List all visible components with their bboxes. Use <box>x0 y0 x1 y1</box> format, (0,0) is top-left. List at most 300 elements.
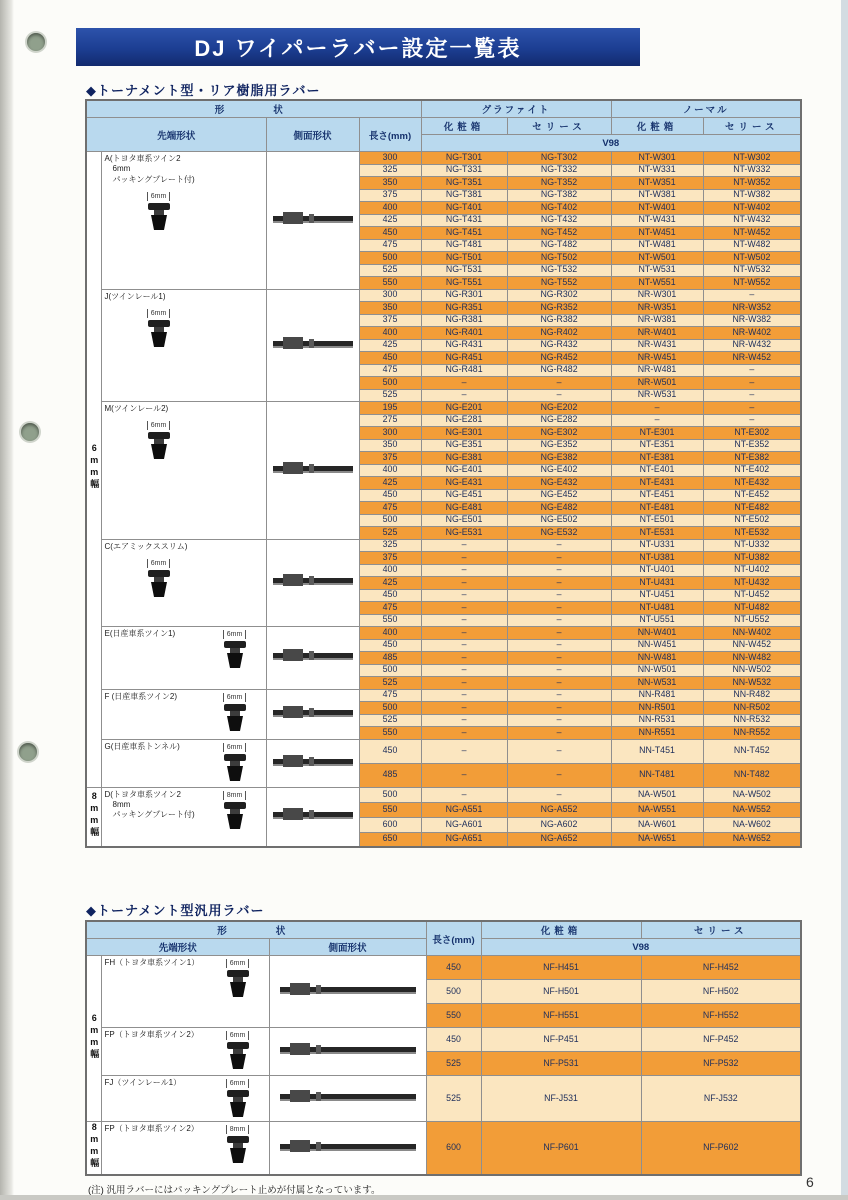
part-code-cell: NT-E531 <box>611 527 703 540</box>
length-cell: 485 <box>359 763 421 787</box>
length-cell: 450 <box>359 227 421 240</box>
part-code-cell: NA-W502 <box>703 787 801 802</box>
part-code-cell: – <box>507 577 611 590</box>
part-code-cell: – <box>507 787 611 802</box>
table-row <box>86 787 801 802</box>
length-cell: 600 <box>426 1122 481 1176</box>
header-tip-shape: 先端形状 <box>86 939 269 956</box>
part-code-cell: NT-U331 <box>611 539 703 552</box>
part-code-cell: NT-E382 <box>703 452 801 465</box>
part-code-cell: NF-H552 <box>641 1004 801 1028</box>
part-code-cell: NG-T401 <box>421 202 507 215</box>
part-code-cell: NG-R451 <box>421 352 507 365</box>
part-code-cell: – <box>507 739 611 763</box>
page-title-banner <box>76 28 640 66</box>
part-code-cell: – <box>703 289 801 302</box>
part-code-cell: – <box>703 377 801 390</box>
part-code-cell: NA-W552 <box>703 802 801 817</box>
part-code-cell: NT-W352 <box>703 177 801 190</box>
part-code-cell: NF-P532 <box>641 1052 801 1076</box>
part-code-cell: NG-A651 <box>421 832 507 847</box>
length-cell: 425 <box>359 477 421 490</box>
part-code-cell: NG-E202 <box>507 402 611 415</box>
group-label: J(ツインレール1) <box>104 291 166 301</box>
part-code-cell: NR-W301 <box>611 289 703 302</box>
footnote: (注) 汎用ラバーにはパッキングプレート止めが付属となっています。 <box>88 1185 381 1196</box>
page-number: 6 <box>806 1174 814 1190</box>
wiper-tip-profile-icon <box>218 1031 258 1071</box>
part-code-cell: NF-H501 <box>481 980 641 1004</box>
table-row <box>86 627 801 640</box>
length-cell: 525 <box>359 677 421 690</box>
part-code-cell: NN-R531 <box>611 714 703 727</box>
wiper-side-profile-icon <box>266 402 359 540</box>
part-code-cell: NT-W402 <box>703 202 801 215</box>
part-code-cell: NN-R552 <box>703 727 801 740</box>
length-cell: 550 <box>426 1004 481 1028</box>
length-cell: 525 <box>426 1052 481 1076</box>
part-code-cell: NG-R481 <box>421 364 507 377</box>
part-code-cell: – <box>421 627 507 640</box>
length-cell: 500 <box>359 702 421 715</box>
length-cell: 525 <box>359 264 421 277</box>
tip-width-measure: 6mm <box>147 192 171 201</box>
header-normal-box: 化粧箱 <box>611 118 703 135</box>
part-code-cell: NG-A652 <box>507 832 611 847</box>
part-code-cell: – <box>507 602 611 615</box>
tip-width-measure: 6mm <box>226 1031 250 1040</box>
part-code-cell: – <box>507 714 611 727</box>
part-code-cell: – <box>507 564 611 577</box>
length-cell: 450 <box>426 956 481 980</box>
part-code-cell: – <box>421 739 507 763</box>
part-code-cell: – <box>421 602 507 615</box>
part-code-cell: NT-W501 <box>611 252 703 265</box>
tip-shape-cell <box>101 739 266 787</box>
length-cell: 450 <box>359 589 421 602</box>
group-label: C(エアミックススリム) <box>104 541 188 551</box>
table-row <box>86 402 801 415</box>
tip-width-measure: 6mm <box>223 743 247 752</box>
table2-body <box>86 956 801 1176</box>
part-code-cell: NF-P451 <box>481 1028 641 1052</box>
part-code-cell: NT-W451 <box>611 227 703 240</box>
part-code-cell: NG-E281 <box>421 414 507 427</box>
part-code-cell: NG-A601 <box>421 817 507 832</box>
group-label: E(日産車系ツイン1) <box>104 629 176 638</box>
width-band-label: 6mm幅 <box>86 956 101 1122</box>
group-label: A(トヨタ車系ツイン2 6mm パッキングプレート付) <box>104 154 195 184</box>
part-code-cell: NG-R381 <box>421 314 507 327</box>
length-cell: 475 <box>359 689 421 702</box>
part-code-cell: NT-W551 <box>611 277 703 290</box>
part-code-cell: NF-H451 <box>481 956 641 980</box>
header-graphite-box: 化粧箱 <box>421 118 507 135</box>
tip-shape-cell <box>101 539 266 627</box>
length-cell: 500 <box>426 980 481 1004</box>
part-code-cell: NF-H452 <box>641 956 801 980</box>
part-code-cell: NG-T352 <box>507 177 611 190</box>
part-code-cell: NR-W481 <box>611 364 703 377</box>
part-code-cell: NT-W502 <box>703 252 801 265</box>
header-length: 長さ(mm) <box>359 118 421 152</box>
part-code-cell: NT-U552 <box>703 614 801 627</box>
part-code-cell: – <box>507 377 611 390</box>
part-code-cell: NG-A552 <box>507 802 611 817</box>
part-code-cell: NG-R301 <box>421 289 507 302</box>
part-code-cell: – <box>507 389 611 402</box>
part-code-cell: – <box>507 589 611 602</box>
part-code-cell: – <box>421 589 507 602</box>
length-cell: 400 <box>359 627 421 640</box>
part-code-cell: NA-W501 <box>611 787 703 802</box>
part-code-cell: NN-W401 <box>611 627 703 640</box>
wiper-side-profile-icon <box>269 1028 426 1076</box>
tip-shape-cell <box>101 402 266 540</box>
part-code-cell: NG-T452 <box>507 227 611 240</box>
tip-shape-cell <box>101 289 266 402</box>
part-code-cell: NT-U381 <box>611 552 703 565</box>
part-code-cell: – <box>421 763 507 787</box>
part-code-cell: NG-R482 <box>507 364 611 377</box>
part-code-cell: NT-E402 <box>703 464 801 477</box>
tip-shape-cell <box>101 627 266 690</box>
length-cell: 475 <box>359 502 421 515</box>
part-code-cell: NT-U452 <box>703 589 801 602</box>
part-code-cell: NT-W301 <box>611 152 703 165</box>
part-code-cell: NT-W531 <box>611 264 703 277</box>
part-code-cell: – <box>421 787 507 802</box>
part-code-cell: NN-R502 <box>703 702 801 715</box>
part-code-cell: – <box>421 389 507 402</box>
length-cell: 485 <box>359 652 421 665</box>
tip-width-measure: 6mm <box>147 421 171 430</box>
part-code-cell: NT-E452 <box>703 489 801 502</box>
length-cell: 450 <box>426 1028 481 1052</box>
wiper-tip-profile-icon <box>139 309 179 349</box>
part-code-cell: NT-W382 <box>703 189 801 202</box>
part-code-cell: NR-W401 <box>611 327 703 340</box>
part-code-cell: NR-W432 <box>703 339 801 352</box>
part-code-cell: NG-E302 <box>507 427 611 440</box>
part-code-cell: NF-J532 <box>641 1076 801 1122</box>
part-code-cell: NG-T351 <box>421 177 507 190</box>
header-shape: 形 状 <box>86 100 421 118</box>
part-code-cell: NG-E382 <box>507 452 611 465</box>
part-code-cell: NT-E302 <box>703 427 801 440</box>
length-cell: 400 <box>359 564 421 577</box>
part-code-cell: NT-U551 <box>611 614 703 627</box>
part-code-cell: NG-R352 <box>507 302 611 315</box>
wiper-side-profile-icon <box>269 1076 426 1122</box>
wiper-tip-profile-icon <box>218 1125 258 1165</box>
part-code-cell: NN-W482 <box>703 652 801 665</box>
length-cell: 550 <box>359 802 421 817</box>
table-row <box>86 1028 801 1052</box>
part-code-cell: NG-A602 <box>507 817 611 832</box>
part-code-cell: – <box>507 677 611 690</box>
part-code-cell: NR-W351 <box>611 302 703 315</box>
tip-shape-cell <box>101 152 266 290</box>
header-box: 化粧箱 <box>481 921 641 939</box>
width-band-label: 8mm幅 <box>86 787 101 847</box>
length-cell: 400 <box>359 464 421 477</box>
part-code-cell: NN-R551 <box>611 727 703 740</box>
length-cell: 600 <box>359 817 421 832</box>
length-cell: 500 <box>359 377 421 390</box>
part-code-cell: NN-W501 <box>611 664 703 677</box>
part-code-cell: NN-T451 <box>611 739 703 763</box>
length-cell: 325 <box>359 539 421 552</box>
part-code-cell: NA-W551 <box>611 802 703 817</box>
part-code-cell: NF-P531 <box>481 1052 641 1076</box>
part-code-cell: NN-R482 <box>703 689 801 702</box>
tip-width-measure: 6mm <box>147 309 171 318</box>
part-code-cell: – <box>703 389 801 402</box>
header-graphite-series: セリース <box>507 118 611 135</box>
part-code-cell: NG-E301 <box>421 427 507 440</box>
part-code-cell: – <box>507 763 611 787</box>
length-cell: 475 <box>359 364 421 377</box>
length-cell: 500 <box>359 787 421 802</box>
wiper-tip-profile-icon <box>218 959 258 999</box>
part-code-cell: NN-R481 <box>611 689 703 702</box>
part-code-cell: NN-T452 <box>703 739 801 763</box>
part-code-cell: NT-E352 <box>703 439 801 452</box>
length-cell: 325 <box>359 164 421 177</box>
part-code-cell: NN-T481 <box>611 763 703 787</box>
part-code-cell: NG-E381 <box>421 452 507 465</box>
part-code-cell: – <box>703 402 801 415</box>
part-code-cell: NA-W651 <box>611 832 703 847</box>
part-code-cell: NT-U332 <box>703 539 801 552</box>
part-code-cell: NN-W502 <box>703 664 801 677</box>
part-code-cell: – <box>507 639 611 652</box>
part-code-cell: NF-P601 <box>481 1122 641 1176</box>
part-code-cell: NG-E482 <box>507 502 611 515</box>
tip-width-measure: 6mm <box>226 959 250 968</box>
part-code-cell: NT-U402 <box>703 564 801 577</box>
part-code-cell: NN-W531 <box>611 677 703 690</box>
part-code-cell: NG-R431 <box>421 339 507 352</box>
wiper-side-profile-icon <box>266 689 359 739</box>
part-code-cell: NG-E401 <box>421 464 507 477</box>
wiper-tip-profile-icon <box>215 630 255 670</box>
part-code-cell: NT-E351 <box>611 439 703 452</box>
part-code-cell: – <box>421 689 507 702</box>
part-code-cell: NG-R432 <box>507 339 611 352</box>
page-title: DJ ワイパーラバー設定一覧表 <box>194 35 522 61</box>
part-code-cell: NT-E432 <box>703 477 801 490</box>
part-code-cell: – <box>421 664 507 677</box>
part-code-cell: – <box>421 539 507 552</box>
header-tip-shape: 先端形状 <box>86 118 266 152</box>
table-row <box>86 289 801 302</box>
header-side-shape: 側面形状 <box>269 939 426 956</box>
length-cell: 450 <box>359 352 421 365</box>
tip-shape-cell <box>101 1076 269 1122</box>
group-label: D(トヨタ車系ツイン2 8mm パッキングプレート付) <box>104 789 195 820</box>
part-code-cell: NG-E532 <box>507 527 611 540</box>
wiper-side-profile-icon <box>266 627 359 690</box>
wiper-tip-profile-icon <box>139 192 179 232</box>
part-code-cell: NG-T381 <box>421 189 507 202</box>
part-code-cell: NG-T531 <box>421 264 507 277</box>
wiper-tip-profile-icon <box>215 693 255 733</box>
tip-shape-cell <box>101 689 266 739</box>
part-code-cell: NT-W482 <box>703 239 801 252</box>
part-code-cell: NT-W481 <box>611 239 703 252</box>
part-code-cell: NG-T382 <box>507 189 611 202</box>
part-code-cell: – <box>507 652 611 665</box>
part-code-cell: NR-W381 <box>611 314 703 327</box>
table-row <box>86 1122 801 1176</box>
part-code-cell: – <box>507 627 611 640</box>
wiper-tip-profile-icon <box>215 743 255 783</box>
part-code-cell: NR-W452 <box>703 352 801 365</box>
length-cell: 500 <box>359 252 421 265</box>
length-cell: 550 <box>359 614 421 627</box>
part-code-cell: NF-J531 <box>481 1076 641 1122</box>
part-code-cell: NF-H551 <box>481 1004 641 1028</box>
part-code-cell: – <box>421 614 507 627</box>
general-purpose-rubber-table <box>85 920 802 1176</box>
punch-hole <box>21 423 39 441</box>
part-code-cell: NT-W452 <box>703 227 801 240</box>
table-row <box>86 956 801 980</box>
length-cell: 300 <box>359 289 421 302</box>
length-cell: 450 <box>359 639 421 652</box>
part-code-cell: NN-W402 <box>703 627 801 640</box>
wiper-side-profile-icon <box>266 787 359 847</box>
wiper-tip-profile-icon <box>139 421 179 461</box>
part-code-cell: NR-W501 <box>611 377 703 390</box>
part-code-cell: NR-W402 <box>703 327 801 340</box>
wiper-side-profile-icon <box>266 289 359 402</box>
tip-width-measure: 6mm <box>223 630 247 639</box>
part-code-cell: NT-W351 <box>611 177 703 190</box>
part-code-cell: NN-W452 <box>703 639 801 652</box>
part-code-cell: NR-W451 <box>611 352 703 365</box>
scan-edge-right <box>841 0 848 1200</box>
width-band-label: 6mm幅 <box>86 152 101 788</box>
tip-width-measure: 8mm <box>226 1125 250 1134</box>
part-code-cell: NT-U481 <box>611 602 703 615</box>
part-code-cell: – <box>611 414 703 427</box>
wiper-tip-profile-icon <box>139 559 179 599</box>
part-code-cell: NG-E451 <box>421 489 507 502</box>
part-code-cell: NT-E431 <box>611 477 703 490</box>
group-label: M(ツインレール2) <box>104 404 169 413</box>
length-cell: 350 <box>359 302 421 315</box>
part-code-cell: NT-E481 <box>611 502 703 515</box>
part-code-cell: NN-R501 <box>611 702 703 715</box>
header-length: 長さ(mm) <box>426 921 481 956</box>
length-cell: 650 <box>359 832 421 847</box>
part-code-cell: NG-E402 <box>507 464 611 477</box>
part-code-cell: – <box>421 714 507 727</box>
part-code-cell: NG-T402 <box>507 202 611 215</box>
part-code-cell: NT-U431 <box>611 577 703 590</box>
part-code-cell: – <box>421 677 507 690</box>
tip-width-measure: 6mm <box>226 1079 250 1088</box>
part-code-cell: NG-R302 <box>507 289 611 302</box>
part-code-cell: NG-E282 <box>507 414 611 427</box>
part-code-cell: NF-H502 <box>641 980 801 1004</box>
part-code-cell: NR-W431 <box>611 339 703 352</box>
part-code-cell: – <box>421 377 507 390</box>
part-code-cell: – <box>421 652 507 665</box>
table1-body <box>86 152 801 848</box>
header-side-shape: 側面形状 <box>266 118 359 152</box>
section1-title: ◆トーナメント型・リア樹脂用ラバー <box>86 83 321 98</box>
part-code-cell: – <box>507 552 611 565</box>
part-code-cell: NG-T481 <box>421 239 507 252</box>
part-code-cell: NG-T331 <box>421 164 507 177</box>
table-row <box>86 1076 801 1122</box>
part-code-cell: NT-E401 <box>611 464 703 477</box>
scan-edge-left <box>0 0 14 1200</box>
part-code-cell: NR-W531 <box>611 389 703 402</box>
length-cell: 525 <box>359 527 421 540</box>
part-code-cell: – <box>421 577 507 590</box>
part-code-cell: NG-E501 <box>421 514 507 527</box>
table-row <box>86 539 801 552</box>
tip-width-measure: 8mm <box>223 791 247 800</box>
part-code-cell: NG-R382 <box>507 314 611 327</box>
wiper-side-profile-icon <box>269 1122 426 1176</box>
part-code-cell: NG-T501 <box>421 252 507 265</box>
part-code-cell: NG-E352 <box>507 439 611 452</box>
part-code-cell: – <box>421 564 507 577</box>
section2-title: ◆トーナメント型汎用ラバー <box>86 903 265 918</box>
header-graphite: グラファイト <box>421 100 611 118</box>
length-cell: 375 <box>359 189 421 202</box>
tip-shape-cell <box>101 1122 269 1176</box>
length-cell: 375 <box>359 552 421 565</box>
part-code-cell: – <box>703 364 801 377</box>
part-code-cell: NG-R452 <box>507 352 611 365</box>
header-shape: 形 状 <box>86 921 426 939</box>
part-code-cell: NA-W602 <box>703 817 801 832</box>
part-code-cell: NR-W352 <box>703 302 801 315</box>
part-code-cell: NG-E351 <box>421 439 507 452</box>
part-code-cell: NG-E481 <box>421 502 507 515</box>
tip-width-measure: 6mm <box>223 693 247 702</box>
part-code-cell: – <box>421 727 507 740</box>
part-code-cell: NG-E201 <box>421 402 507 415</box>
length-cell: 425 <box>359 214 421 227</box>
wiper-tip-profile-icon <box>218 1079 258 1119</box>
part-code-cell: NG-T482 <box>507 239 611 252</box>
part-code-cell: NG-E452 <box>507 489 611 502</box>
length-cell: 525 <box>359 389 421 402</box>
header-series: セリース <box>641 921 801 939</box>
group-label: G(日産車系トンネル) <box>104 741 180 751</box>
part-code-cell: – <box>421 552 507 565</box>
part-code-cell: NT-U382 <box>703 552 801 565</box>
tip-shape-cell <box>101 956 269 1028</box>
length-cell: 550 <box>359 727 421 740</box>
part-code-cell: NG-T502 <box>507 252 611 265</box>
part-code-cell: NG-T302 <box>507 152 611 165</box>
part-code-cell: NN-W532 <box>703 677 801 690</box>
part-code-cell: NT-U401 <box>611 564 703 577</box>
part-code-cell: NG-T532 <box>507 264 611 277</box>
part-code-cell: – <box>611 402 703 415</box>
group-label: FH（トヨタ車系ツイン1） <box>104 958 200 967</box>
width-band-label: 8mm幅 <box>86 1122 101 1176</box>
